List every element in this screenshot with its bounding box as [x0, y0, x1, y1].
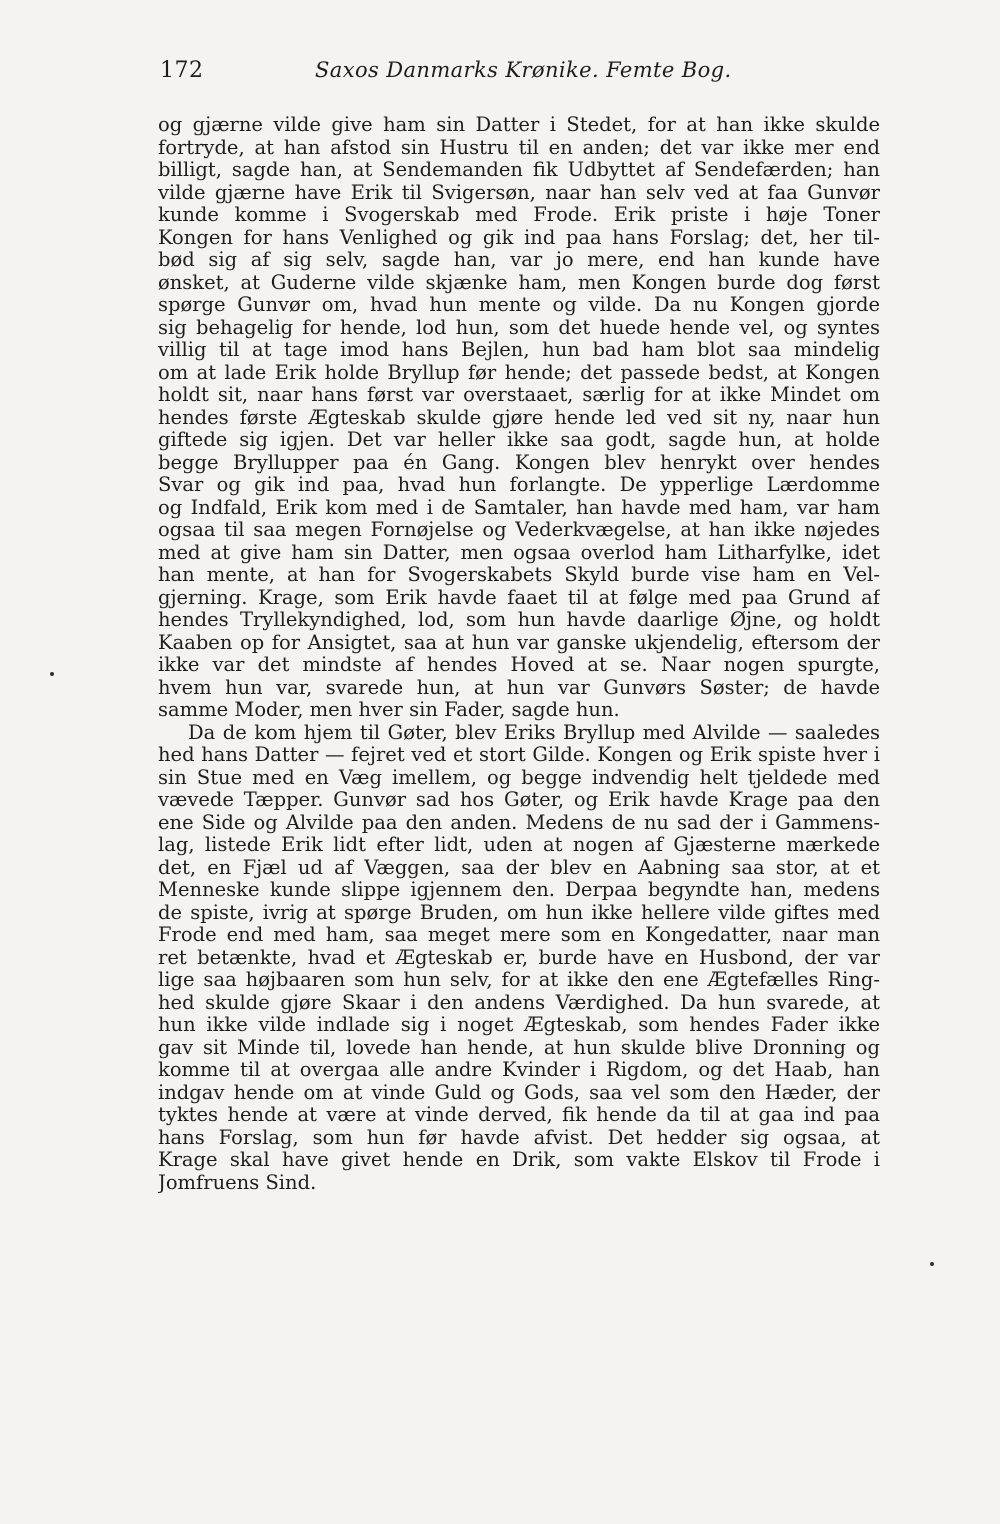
text-line: han mente, at han for Svogerskabets Skyld burde vise ham en Vel- — [158, 564, 880, 586]
text-line: samme Moder, men hver sin Fader, sagde hun. — [158, 699, 620, 721]
text-line: Da de kom hjem til Gøter, blev Eriks Bryllup med Alvilde — saaledes — [188, 721, 880, 744]
text-line: lige saa højbaaren som hun selv, for at ikke den ene Ægtefælles Ring- — [158, 969, 880, 991]
text-line: holdt sit, naar hans først var overstaaet, særlig for at ikke Mindet om — [158, 384, 880, 406]
text-line: hed skulde gjøre Skaar i den andens Værdighed. Da hun svarede, at — [158, 991, 880, 1014]
text-line: ret betænkte, hvad et Ægteskab er, burde have en Husbond, der var — [158, 946, 880, 969]
running-title: Saxos Danmarks Krønike. Femte Bog. — [315, 58, 732, 82]
text-line: hendes Tryllekyndighed, lod, som hun havde daarlige Øjne, og holdt — [158, 609, 880, 631]
page-number: 172 — [160, 58, 204, 83]
text-line: indgav hende om at vinde Guld og Gods, saa vel som den Hæder, der — [158, 1081, 880, 1104]
text-line: og gjærne vilde give ham sin Datter i Stedet, for at han ikke skulde — [158, 114, 880, 136]
text-line: ønsket, at Guderne vilde skjænke ham, men Kongen burde dog først — [158, 271, 880, 294]
text-line: og Indfald, Erik kom med i de Samtaler, han havde med ham, var ham — [158, 496, 880, 519]
text-line: tyktes hende at være at vinde derved, fik hende da til at gaa ind paa — [158, 1104, 880, 1126]
text-line: Kaaben op for Ansigtet, saa at hun var ganske ukjendelig, eftersom der — [158, 631, 880, 654]
text-line: det, en Fjæl ud af Væggen, saa der blev en Aabning saa stor, at et — [158, 856, 880, 879]
text-line: Svar og gik ind paa, hvad hun forlangte. De ypperlige Lærdomme — [158, 474, 880, 496]
text-line: ikke var det mindste af hendes Hoved at se. Naar nogen spurgte, — [158, 654, 880, 676]
text-line: komme til at overgaa alle andre Kvinder i Rigdom, og det Haab, han — [158, 1059, 880, 1081]
text-line: Frode end med ham, saa meget mere som en Kongedatter, naar man — [158, 924, 880, 946]
text-line: billigt, sagde han, at Sendemanden fik Udbyttet af Sendefærden; han — [158, 159, 880, 181]
text-line: om at lade Erik holde Bryllup før hende; det passede bedst, at Kongen — [158, 361, 880, 384]
text-line: sin Stue med en Væg imellem, og begge indvendig helt tjeldede med — [158, 766, 880, 789]
margin-speck — [930, 1262, 934, 1266]
text-line: fortryde, at han afstod sin Hustru til en anden; det var ikke mer end — [158, 136, 880, 159]
text-line: kunde komme i Svogerskab med Frode. Erik priste i høje Toner — [158, 204, 880, 226]
text-line: sig behagelig for hende, lod hun, som det huede hende vel, og syntes — [158, 316, 880, 339]
text-line: bød sig af sig selv, sagde han, var jo mere, end han kunde have — [158, 249, 880, 271]
text-line: giftede sig igjen. Det var heller ikke saa godt, sagde hun, at holde — [158, 429, 880, 451]
text-line: lag, listede Erik lidt efter lidt, uden at nogen af Gjæsterne mærkede — [158, 834, 880, 856]
text-line: de spiste, ivrig at spørge Bruden, om hun ikke hellere vilde giftes med — [158, 901, 880, 924]
text-line: Menneske kunde slippe igjennem den. Derpaa begyndte han, medens — [158, 879, 880, 901]
text-line: villig til at tage imod hans Bejlen, hun bad ham blot saa mindelig — [158, 339, 880, 361]
text-line: hans Forslag, som hun før havde afvist. Det hedder sig ogsaa, at — [158, 1126, 880, 1149]
text-line: gjerning. Krage, som Erik havde faaet til at følge med paa Grund af — [158, 586, 880, 609]
text-line: hun ikke vilde indlade sig i noget Ægteskab, som hendes Fader ikke — [158, 1014, 880, 1036]
text-line: vævede Tæpper. Gunvør sad hos Gøter, og Erik havde Krage paa den — [158, 789, 880, 811]
margin-speck — [50, 672, 54, 676]
text-line: hvem hun var, svarede hun, at hun var Gunvørs Søster; de havde — [158, 676, 880, 699]
text-line: ene Side og Alvilde paa den anden. Medens de nu sad der i Gammens- — [158, 811, 880, 834]
text-line: Krage skal have givet hende en Drik, som vakte Elskov til Frode i — [158, 1149, 880, 1171]
text-line: hed hans Datter — fejret ved et stort Gilde. Kongen og Erik spiste hver i — [158, 744, 880, 766]
text-line: Kongen for hans Venlighed og gik ind paa hans Forslag; det, her til- — [158, 226, 880, 249]
text-line: begge Bryllupper paa én Gang. Kongen blev henrykt over hendes — [158, 451, 880, 474]
text-line: gav sit Minde til, lovede han hende, at hun skulde blive Dronning og — [158, 1036, 880, 1059]
text-line: Jomfruens Sind. — [158, 1171, 317, 1194]
text-line: spørge Gunvør om, hvad hun mente og vilde. Da nu Kongen gjorde — [158, 294, 880, 316]
paragraph-2 — [158, 722, 880, 1195]
text-line: ogsaa til saa megen Fornøjelse og Vederkvægelse, at han ikke nøjedes — [158, 519, 880, 541]
body-text — [158, 114, 880, 1194]
text-line: med at give ham sin Datter, men ogsaa overlod ham Litharfylke, idet — [158, 541, 880, 564]
paragraph-1 — [158, 114, 880, 722]
text-line: vilde gjærne have Erik til Svigersøn, naar han selv ved at faa Gunvør — [158, 181, 880, 204]
text-line: hendes første Ægteskab skulde gjøre hende led ved sit ny, naar hun — [158, 406, 880, 429]
page-header — [160, 58, 880, 88]
